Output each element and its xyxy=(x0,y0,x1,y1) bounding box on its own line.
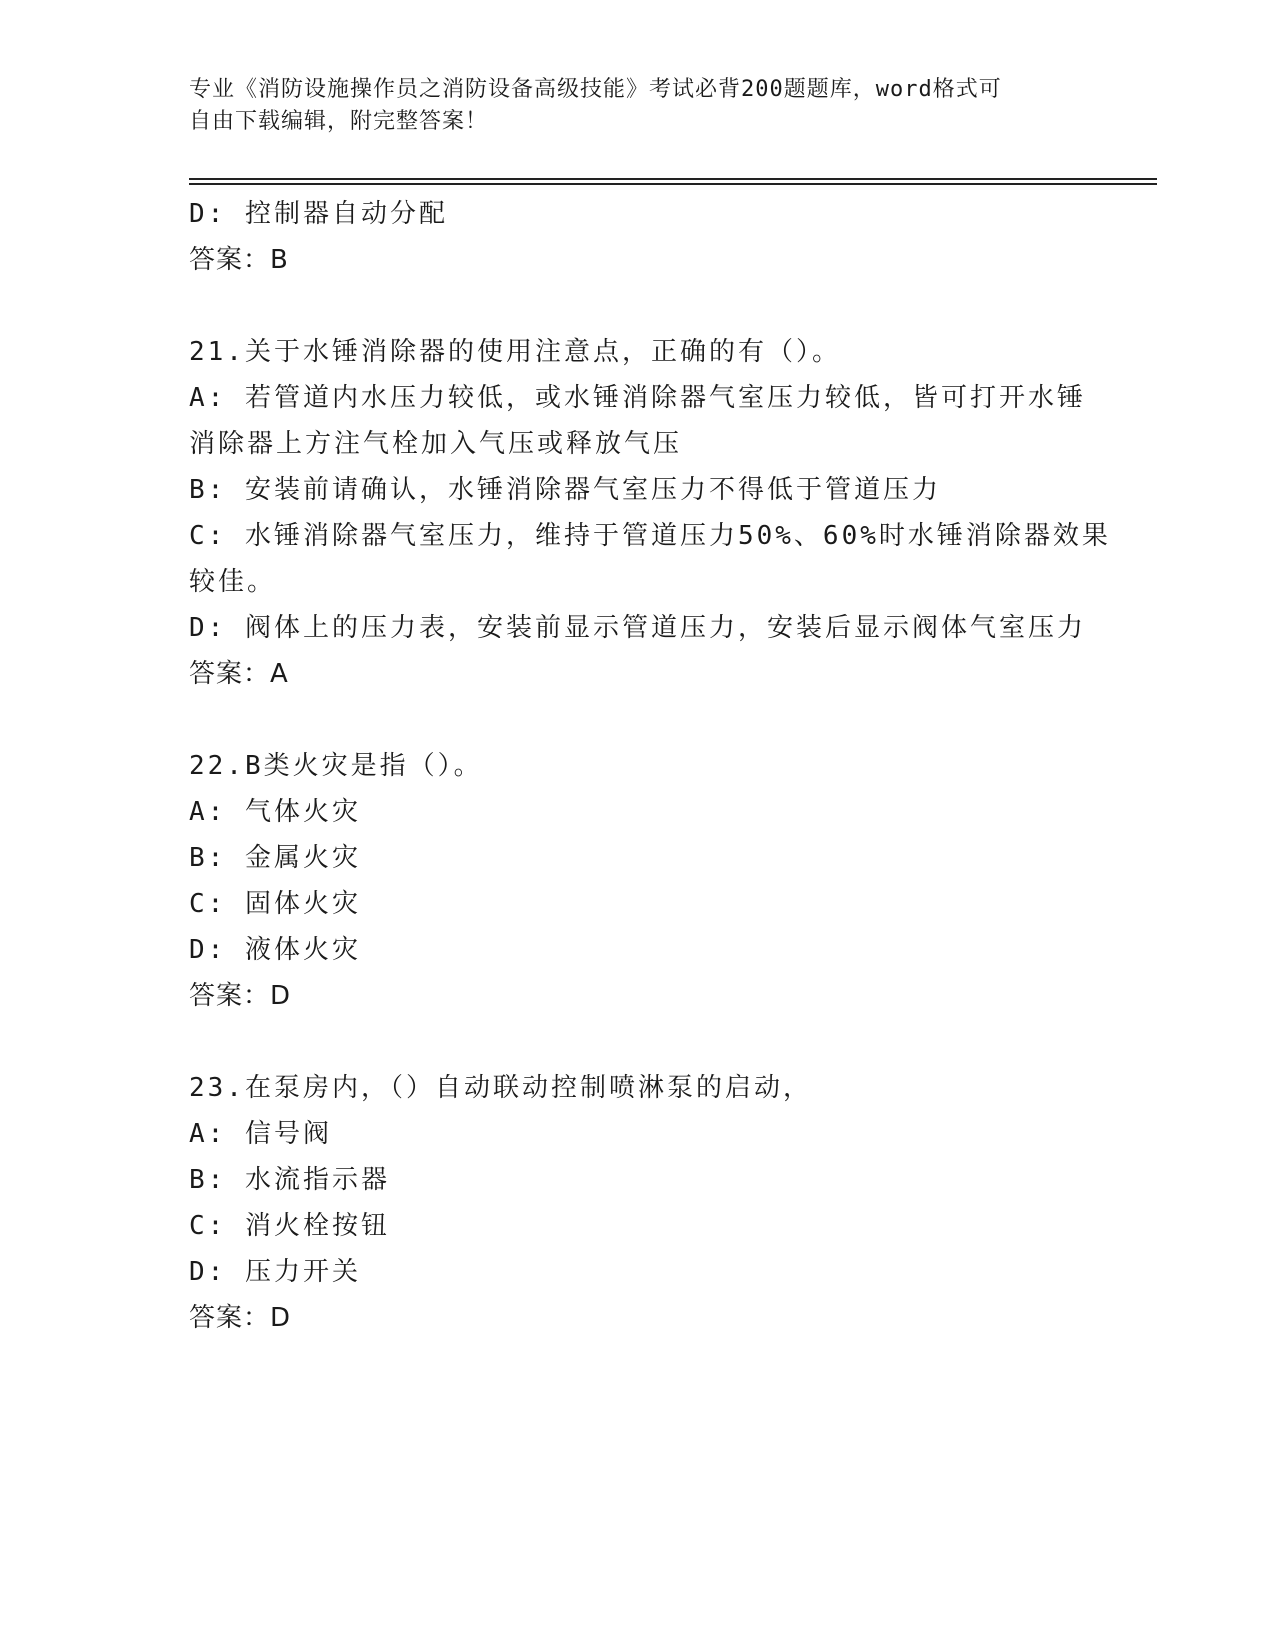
option-a-continued: 消除器上方注气栓加入气压或释放气压 xyxy=(189,429,683,459)
header-line-1: 专业《消防设施操作员之消防设备高级技能》考试必背200题题库，word格式可 xyxy=(189,77,1002,102)
option-c: C: 水锤消除器气室压力，维持于管道压力50%、60%时水锤消除器效果 xyxy=(189,521,1111,551)
question-list xyxy=(189,191,1129,1341)
option-b: B: 水流指示器 xyxy=(189,1165,390,1195)
option-d: D: 液体火灾 xyxy=(189,935,361,965)
option-c-continued: 较佳。 xyxy=(189,567,277,597)
question-answer: 答案：D xyxy=(189,981,292,1011)
header-divider-bottom xyxy=(189,183,1157,185)
prev-question-answer: 答案：B xyxy=(189,245,289,275)
question-22 xyxy=(189,743,1129,1019)
document-header xyxy=(189,74,1069,138)
question-answer: 答案：D xyxy=(189,1303,292,1333)
question-answer: 答案：A xyxy=(189,659,289,689)
option-d: D: 阀体上的压力表，安装前显示管道压力，安装后显示阀体气室压力 xyxy=(189,613,1086,643)
option-a: A: 若管道内水压力较低，或水锤消除器气室压力较低，皆可打开水锤 xyxy=(189,383,1086,413)
question-stem: 23.在泵房内，（）自动联动控制喷淋泵的启动， xyxy=(189,1073,812,1103)
option-c: C: 消火栓按钮 xyxy=(189,1211,390,1241)
header-line-2: 自由下载编辑，附完整答案！ xyxy=(189,109,489,134)
question-23 xyxy=(189,1065,1129,1341)
prev-question-option-d: D: 控制器自动分配 xyxy=(189,199,448,229)
option-d: D: 压力开关 xyxy=(189,1257,361,1287)
question-21 xyxy=(189,329,1129,697)
option-c: C: 固体火灾 xyxy=(189,889,361,919)
question-stem: 21.关于水锤消除器的使用注意点，正确的有（）。 xyxy=(189,337,841,367)
option-b: B: 安装前请确认，水锤消除器气室压力不得低于管道压力 xyxy=(189,475,941,505)
question-stem: 22.B类火灾是指（）。 xyxy=(189,751,483,781)
option-a: A: 信号阀 xyxy=(189,1119,332,1149)
header-divider-top xyxy=(189,178,1157,180)
option-b: B: 金属火灾 xyxy=(189,843,361,873)
option-a: A: 气体火灾 xyxy=(189,797,361,827)
